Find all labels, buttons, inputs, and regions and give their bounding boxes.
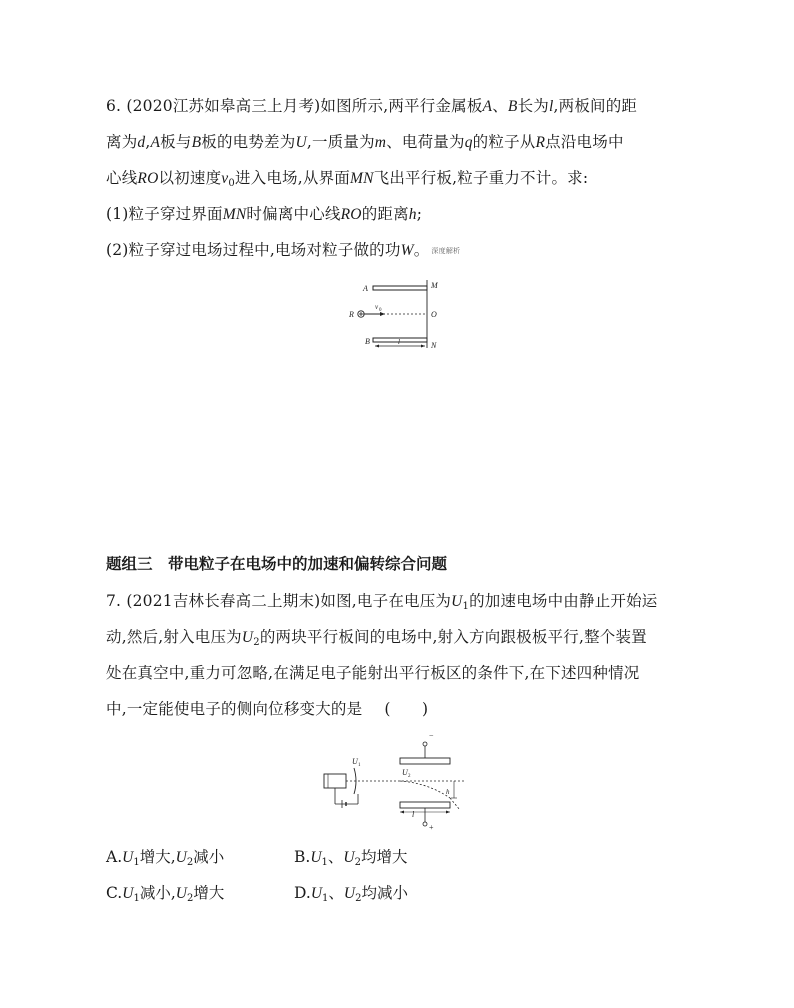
label-u1-sub: 1 [358,763,361,768]
q7-line-1: 7. (2021吉林长春高二上期末)如图,电子在电压为$U_1$的加速电场中由静止开始运 [106,592,658,612]
answer-blank: ( ) [384,700,429,718]
label-n: N [431,341,437,350]
label-v0: v [375,303,379,311]
q7-line-3: 处在真空中,重力可忽略,在满足电子能射出平行板区的条件下,在下述四种情况 [106,664,640,682]
label-minus: − [429,731,434,740]
label-u2-sub: 2 [408,774,411,779]
q7-line-2: 动,然后,射入电压为$U_2$的两块平行板间的电场中,射入方向跟极板平行,整个装置 [106,628,647,648]
label-u1: U [352,757,358,766]
q6-part-1: (1)粒子穿过界面MN时偏离中心线RO的距离h; [106,205,423,223]
label-plus: + [429,823,434,832]
label-m: M [431,281,438,290]
option-a[interactable]: $A.U_1$增大$,U_2$减小 [106,848,225,868]
q7-figure [318,728,468,833]
option-c[interactable]: $C.U_1$减小$,U_2$增大 [106,884,225,904]
deep-analysis-tag: 深度解析 [431,247,461,255]
q6-figure [345,276,455,356]
label-a: A [363,284,368,293]
q6-number: 6. [106,97,122,115]
plate-b [373,338,427,342]
label-h: h [446,788,450,796]
cathode [324,774,346,788]
label-b: B [365,337,370,346]
q7-source: (2021吉林长春高二上期末) [126,592,321,610]
q6-line-3: 心线RO以初速度$v_0$进入电场,从界面MN飞出平行板,粒子重力不计。求: [106,169,589,189]
upper-plate [400,758,450,764]
lower-plate [400,802,450,808]
label-l: l [398,338,400,346]
q7-line-4: 中,一定能使电子的侧向位移变大的是 ( ) [106,700,429,718]
label-u2: U [402,768,408,777]
plate-a [373,286,427,290]
section-title: 题组三 带电粒子在电场中的加速和偏转综合问题 [106,555,448,573]
q6-source: (2020江苏如皋高三上月考) [126,97,321,115]
q6-line-2: 离为d,A板与B板的电势差为U,一质量为m、电荷量为q的粒子从R点沿电场中 [106,133,624,151]
label-v0-sub: 0 [379,308,382,313]
option-d[interactable]: $D.U_1$、$U_2$均减小 [294,884,408,904]
q6-part-2: (2)粒子穿过电场过程中,电场对粒子做的功W。 深度解析 [106,241,461,259]
option-b[interactable]: $B.U_1$、$U_2$均增大 [294,848,408,868]
label-l2: l [412,810,415,819]
electron-trajectory [400,781,450,798]
q7-number: 7. [106,592,122,610]
q6-line-1: 6. (2020江苏如皋高三上月考)如图所示,两平行金属板A、B长为l,两板间的距 [106,97,638,115]
label-r: R [349,310,354,319]
label-o: O [431,310,437,319]
